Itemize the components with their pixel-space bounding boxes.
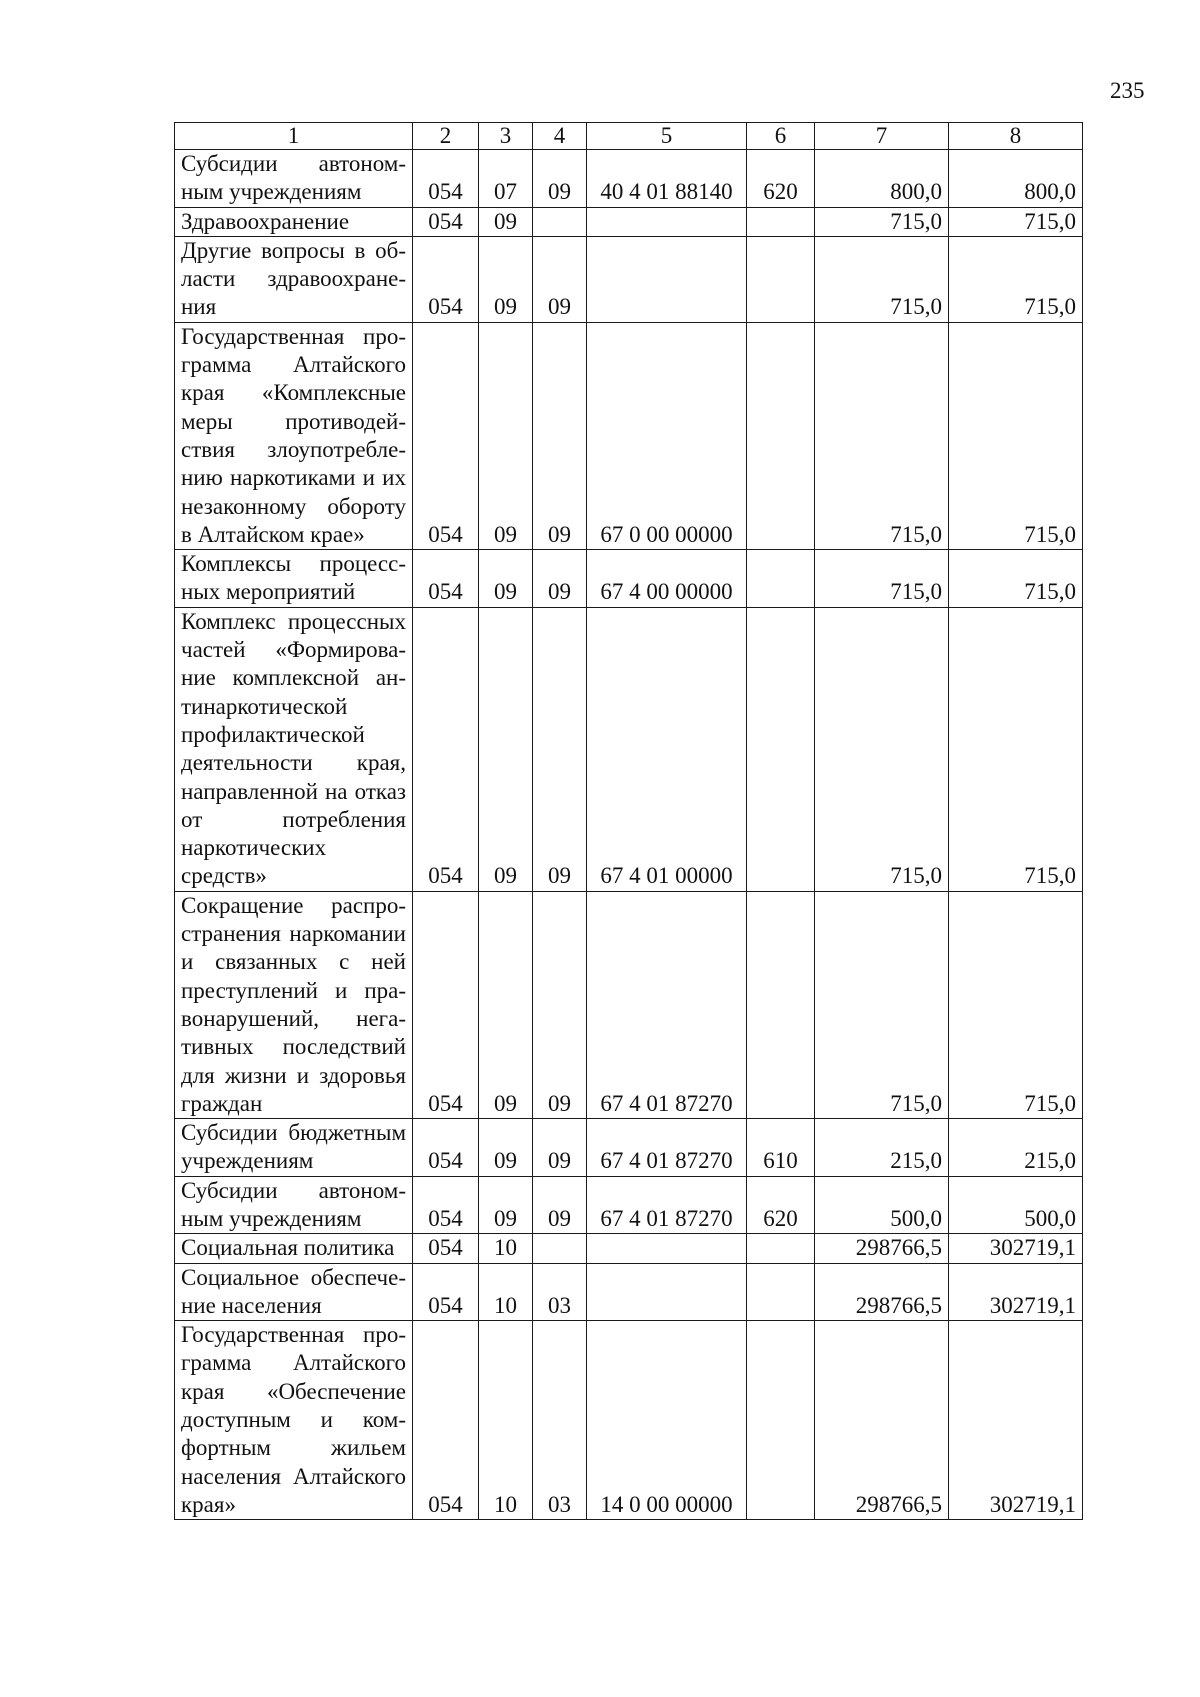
item-name-cell: Комплексы процесс-ных мероприятий (175, 550, 413, 608)
expense-type-cell (747, 1321, 815, 1520)
admin-code-cell: 054 (413, 607, 479, 891)
item-name-cell: Государственная про-грамма Алтайского края «Обеспечение доступным и ком-фортным жильем населения Алтайского края» (175, 1321, 413, 1520)
header-row (175, 123, 1083, 150)
admin-code-cell: 054 (413, 322, 479, 549)
subsection-cell: 09 (533, 1176, 587, 1234)
target-article-cell: 67 4 01 87270 (587, 1119, 747, 1177)
subsection-cell (533, 207, 587, 236)
expense-type-cell (747, 1263, 815, 1321)
expense-type-cell (747, 891, 815, 1118)
target-article-cell (587, 236, 747, 322)
target-article-cell: 67 4 00 00000 (587, 550, 747, 608)
target-article-cell (587, 1263, 747, 1321)
item-name-cell: Субсидии автоном-ным учреждениям (175, 150, 413, 208)
amount-year1-cell: 715,0 (815, 891, 949, 1118)
expense-type-cell (747, 550, 815, 608)
amount-year1-cell: 298766,5 (815, 1234, 949, 1263)
target-article-cell (587, 1234, 747, 1263)
table-row (175, 322, 1083, 549)
amount-year1-cell: 298766,5 (815, 1263, 949, 1321)
admin-code-cell: 054 (413, 550, 479, 608)
item-name-cell: Социальная политика (175, 1234, 413, 1263)
amount-year1-cell: 715,0 (815, 607, 949, 891)
section-cell: 10 (479, 1234, 533, 1263)
admin-code-cell: 054 (413, 1263, 479, 1321)
column-header-3: 3 (479, 123, 533, 150)
target-article-cell: 67 0 00 00000 (587, 322, 747, 549)
column-header-5: 5 (587, 123, 747, 150)
subsection-cell: 09 (533, 891, 587, 1118)
amount-year1-cell: 298766,5 (815, 1321, 949, 1520)
admin-code-cell: 054 (413, 150, 479, 208)
table-row (175, 891, 1083, 1118)
amount-year2-cell: 302719,1 (949, 1321, 1083, 1520)
amount-year1-cell: 500,0 (815, 1176, 949, 1234)
item-name-cell: Другие вопросы в об-ласти здравоохране-ния (175, 236, 413, 322)
amount-year1-cell: 715,0 (815, 207, 949, 236)
expense-type-cell (747, 1234, 815, 1263)
subsection-cell: 03 (533, 1263, 587, 1321)
amount-year2-cell: 800,0 (949, 150, 1083, 208)
item-name-cell: Субсидии автоном-ным учреждениям (175, 1176, 413, 1234)
admin-code-cell: 054 (413, 1176, 479, 1234)
amount-year1-cell: 715,0 (815, 550, 949, 608)
admin-code-cell: 054 (413, 891, 479, 1118)
subsection-cell: 09 (533, 322, 587, 549)
column-header-8: 8 (949, 123, 1083, 150)
column-header-4: 4 (533, 123, 587, 150)
column-header-7: 7 (815, 123, 949, 150)
section-cell: 09 (479, 607, 533, 891)
amount-year1-cell: 800,0 (815, 150, 949, 208)
section-cell: 09 (479, 207, 533, 236)
table-row (175, 1263, 1083, 1321)
amount-year1-cell: 715,0 (815, 322, 949, 549)
table-row (175, 1176, 1083, 1234)
table-row (175, 236, 1083, 322)
subsection-cell: 09 (533, 236, 587, 322)
expense-type-cell: 620 (747, 150, 815, 208)
table-row (175, 607, 1083, 891)
budget-table (174, 122, 1083, 1520)
target-article-cell: 67 4 01 87270 (587, 1176, 747, 1234)
section-cell: 09 (479, 891, 533, 1118)
target-article-cell: 67 4 01 00000 (587, 607, 747, 891)
expense-type-cell: 610 (747, 1119, 815, 1177)
section-cell: 10 (479, 1321, 533, 1520)
table-row (175, 1234, 1083, 1263)
amount-year2-cell: 215,0 (949, 1119, 1083, 1177)
section-cell: 09 (479, 322, 533, 549)
admin-code-cell: 054 (413, 1119, 479, 1177)
subsection-cell (533, 1234, 587, 1263)
amount-year1-cell: 215,0 (815, 1119, 949, 1177)
expense-type-cell (747, 207, 815, 236)
section-cell: 10 (479, 1263, 533, 1321)
section-cell: 09 (479, 1119, 533, 1177)
item-name-cell: Социальное обеспече-ние населения (175, 1263, 413, 1321)
table-row (175, 1119, 1083, 1177)
amount-year2-cell: 715,0 (949, 236, 1083, 322)
page-number: 235 (1110, 78, 1145, 103)
admin-code-cell: 054 (413, 236, 479, 322)
expense-type-cell (747, 236, 815, 322)
amount-year2-cell: 715,0 (949, 550, 1083, 608)
column-header-1: 1 (175, 123, 413, 150)
section-cell: 09 (479, 236, 533, 322)
subsection-cell: 09 (533, 150, 587, 208)
amount-year1-cell: 715,0 (815, 236, 949, 322)
table-row (175, 1321, 1083, 1520)
admin-code-cell: 054 (413, 1234, 479, 1263)
amount-year2-cell: 500,0 (949, 1176, 1083, 1234)
section-cell: 09 (479, 1176, 533, 1234)
item-name-cell: Здравоохранение (175, 207, 413, 236)
column-header-6: 6 (747, 123, 815, 150)
amount-year2-cell: 715,0 (949, 207, 1083, 236)
target-article-cell: 67 4 01 87270 (587, 891, 747, 1118)
amount-year2-cell: 715,0 (949, 322, 1083, 549)
amount-year2-cell: 302719,1 (949, 1263, 1083, 1321)
expense-type-cell (747, 322, 815, 549)
item-name-cell: Государственная про-грамма Алтайского края «Комплексные меры противодей-ствия злоупотребле-нию наркотиками и их незаконному обороту в Алтайском крае» (175, 322, 413, 549)
target-article-cell (587, 207, 747, 236)
subsection-cell: 09 (533, 550, 587, 608)
amount-year2-cell: 715,0 (949, 891, 1083, 1118)
target-article-cell: 40 4 01 88140 (587, 150, 747, 208)
item-name-cell: Комплекс процессных частей «Формирова-ние комплексной ан-тинаркотической профилактической деятельности края, направленной на отказ от потребления наркотических средств» (175, 607, 413, 891)
expense-type-cell (747, 607, 815, 891)
column-header-2: 2 (413, 123, 479, 150)
table-row (175, 150, 1083, 208)
subsection-cell: 03 (533, 1321, 587, 1520)
amount-year2-cell: 302719,1 (949, 1234, 1083, 1263)
section-cell: 09 (479, 550, 533, 608)
section-cell: 07 (479, 150, 533, 208)
table-row (175, 550, 1083, 608)
target-article-cell: 14 0 00 00000 (587, 1321, 747, 1520)
amount-year2-cell: 715,0 (949, 607, 1083, 891)
admin-code-cell: 054 (413, 207, 479, 236)
expense-type-cell: 620 (747, 1176, 815, 1234)
item-name-cell: Сокращение распро-странения наркомании и связанных с ней преступлений и пра-вонарушений, нега-тивных последствий для жизни и здоровья граждан (175, 891, 413, 1118)
subsection-cell: 09 (533, 607, 587, 891)
admin-code-cell: 054 (413, 1321, 479, 1520)
table-row (175, 207, 1083, 236)
subsection-cell: 09 (533, 1119, 587, 1177)
item-name-cell: Субсидии бюджетным учреждениям (175, 1119, 413, 1177)
